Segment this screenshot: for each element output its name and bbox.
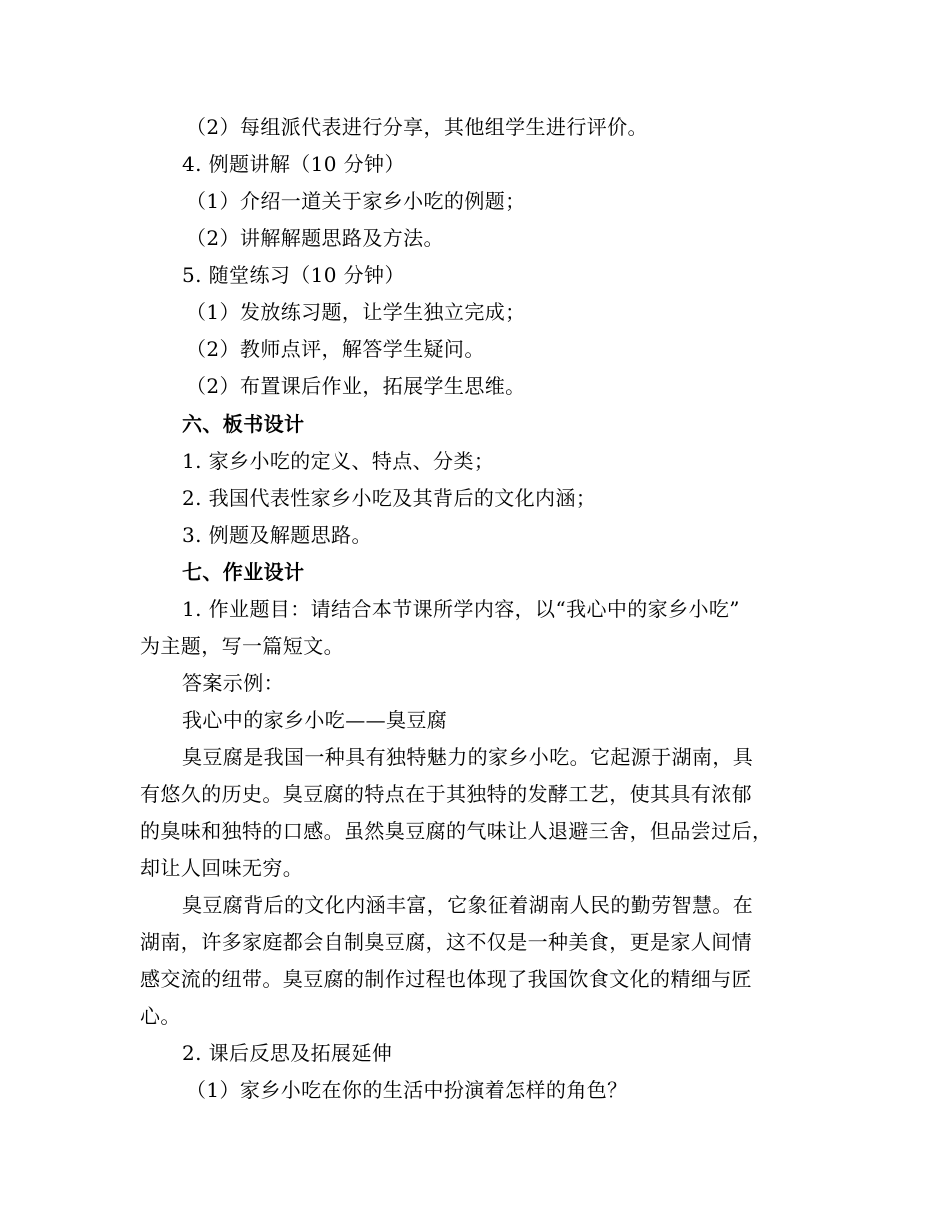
paragraph-line: 的臭味和独特的口感。虽然臭豆腐的气味让人退避三舍，但品尝过后， [140,819,773,843]
paragraph-line: 有悠久的历史。臭豆腐的特点在于其独特的发酵工艺，使其具有浓郁 [140,782,752,806]
numbered-item-line: 2. 课后反思及拓展延伸 [182,1041,393,1065]
numbered-item-line: 4. 例题讲解（10 分钟） [182,152,405,176]
numbered-item-line: 5. 随堂练习（10 分钟） [182,263,405,287]
sub-item-line: （2）教师点评，解答学生疑问。 [186,337,485,361]
numbered-item-line: 1. 作业题目：请结合本节课所学内容，以“我心中的家乡小吃” [182,597,740,621]
paragraph-line: 心。 [140,1004,181,1028]
essay-title: 我心中的家乡小吃——臭豆腐 [182,708,448,732]
sub-item-line: （2）讲解解题思路及方法。 [186,226,444,250]
sub-item-line: （2）每组派代表进行分享，其他组学生进行评价。 [186,115,648,139]
paragraph-line: 臭豆腐是我国一种具有独特魅力的家乡小吃。它起源于湖南，具 [182,745,754,769]
section-heading: 七、作业设计 [182,560,305,584]
sub-item-line: （1）发放练习题，让学生独立完成； [186,300,526,324]
sub-item-line: （2）布置课后作业，拓展学生思维。 [186,374,526,398]
numbered-item-line: 1. 家乡小吃的定义、特点、分类； [182,449,495,473]
paragraph-line: 却让人回味无穷。 [140,856,304,880]
sub-item-line: （1）家乡小吃在你的生活中扮演着怎样的角色？ [186,1078,628,1102]
section-heading: 六、板书设计 [182,412,305,436]
numbered-item-line: 2. 我国代表性家乡小吃及其背后的文化内涵； [182,486,597,510]
paragraph-line: 为主题，写一篇短文。 [140,634,344,658]
paragraph-line: 湖南，许多家庭都会自制臭豆腐，这不仅是一种美食，更是家人间情 [140,930,752,954]
numbered-item-line: 3. 例题及解题思路。 [182,523,372,547]
paragraph-line: 感交流的纽带。臭豆腐的制作过程也体现了我国饮食文化的精细与匠 [140,967,752,991]
paragraph-line: 臭豆腐背后的文化内涵丰富，它象征着湖南人民的勤劳智慧。在 [182,893,754,917]
sub-item-line: （1）介绍一道关于家乡小吃的例题； [186,189,526,213]
paragraph-line: 答案示例： [182,671,284,695]
